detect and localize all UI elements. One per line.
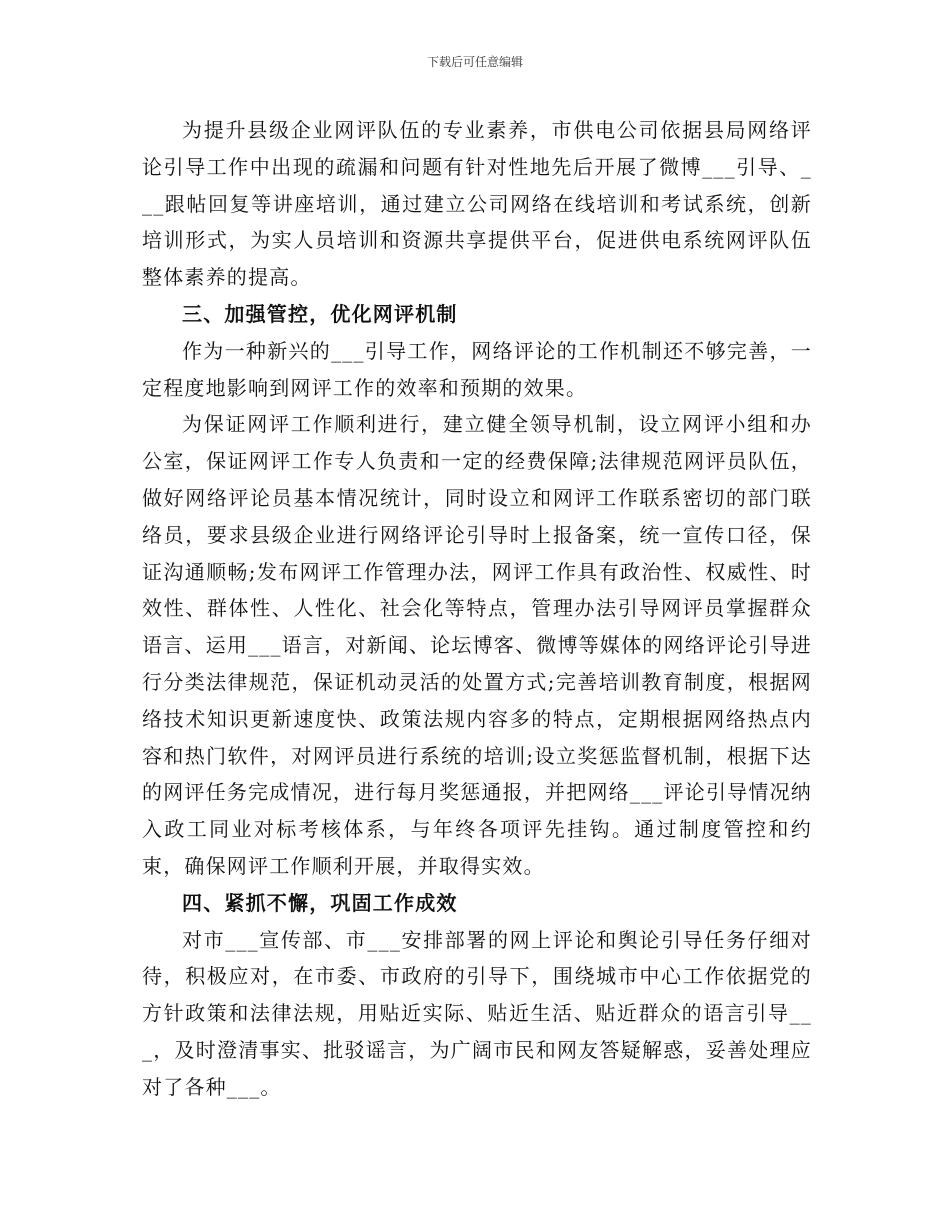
paragraph: 为提升县级企业网评队伍的专业素养，市供电公司依据县局网络评论引导工作中出现的疏漏和问题有针对性地先后开展了微博___引导、___跟帖回复等讲座培训，通过建立公司网络在线培训和考试系统，创新培训形式，为实人员培训和资源共享提供平台，促进供电系统网评队伍整体素养的提高。 [142, 118, 812, 290]
section-heading: 四、紧抓不懈，巩固工作成效 [182, 890, 458, 915]
document-body [142, 112, 812, 1106]
section-heading: 三、加强管控，优化网评机制 [182, 301, 458, 326]
paragraph: 作为一种新兴的___引导工作，网络评论的工作机制还不够完善，一定程度地影响到网评工作的效率和预期的效果。 [142, 338, 812, 400]
paragraph: 对市___宣传部、市___安排部署的网上评论和舆论引导任务仔细对待，积极应对，在市委、市政府的引导下，围绕城市中心工作依据党的方针政策和法律法规，用贴近实际、贴近生活、贴近群众的语言引导___，及时澄清事实、批驳谣言，为广阔市民和网友答疑解惑，妥善处理应对了各种___。 [142, 927, 812, 1099]
page-header: 下载后可任意编辑 [426, 55, 523, 69]
paragraph: 为保证网评工作顺利进行，建立健全领导机制，设立网评小组和办公室，保证网评工作专人负责和一定的经费保障;法律规范网评员队伍，做好网络评论员基本情况统计，同时设立和网评工作联系密切的部门联络员，要求县级企业进行网络评论引导时上报备案，统一宣传口径，保证沟通顺畅;发布网评工作管理办法，网评工作具有政治性、权威性、时效性、群体性、人性化、社会化等特点，管理办法引导网评员掌握群众语言、运用___语言，对新闻、论坛博客、微博等媒体的网络评论引导进行分类法律规范，保证机动灵活的处置方式;完善培训教育制度，根据网络技术知识更新速度快、政策法规内容多的特点，定期根据网络热点内容和热门软件，对网评员进行系统的培训;设立奖惩监督机制，根据下达的网评任务完成情况，进行每月奖惩通报，并把网络___评论引导情况纳入政工同业对标考核体系，与年终各项评先挂钩。通过制度管控和约束，确保网评工作顺利开展，并取得实效。 [142, 412, 812, 878]
